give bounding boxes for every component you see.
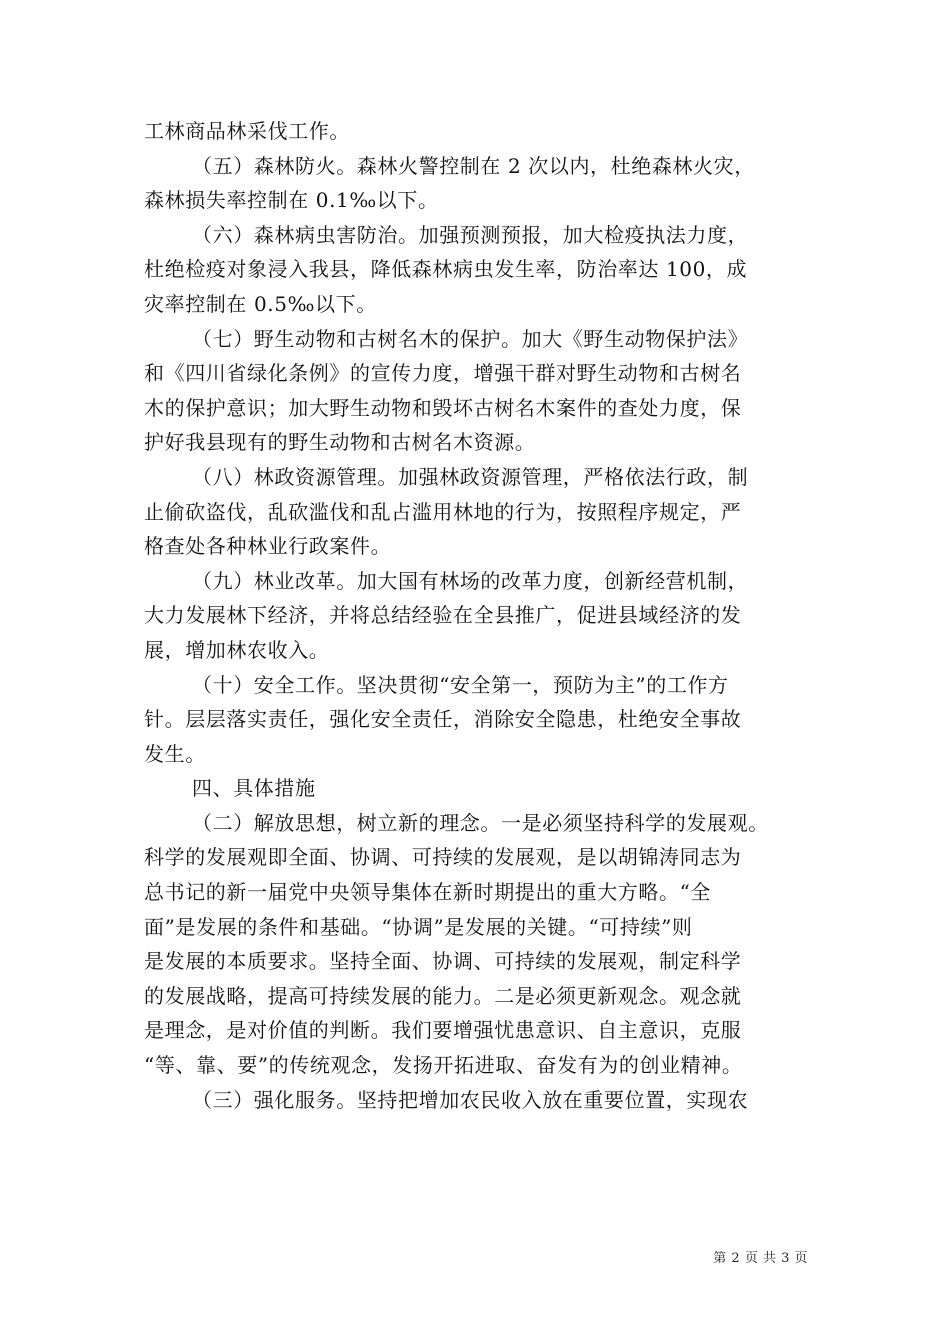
text-line: （九）林业改革。加大国有林场的改革力度，创新经营机制， [192, 568, 749, 593]
text-line: （五）森林防火。森林火警控制在 2 次以内，杜绝森林火灾， [192, 153, 755, 178]
text-line: 面”是发展的条件和基础。“协调”是发展的关键。“可持续”则 [144, 914, 693, 939]
text-line: 木的保护意识；加大野生动物和毁坏古树名木案件的查处力度，保 [144, 395, 742, 420]
page-number: 第 2 页 共 3 页 [713, 1251, 808, 1266]
text-line: （六）森林病虫害防治。加强预测预报，加大检疫执法力度， [192, 222, 749, 247]
text-line: 发生。 [144, 741, 206, 766]
text-line: （七）野生动物和古树名木的保护。加大《野生动物保护法》 [192, 326, 749, 351]
text-line: 的发展战略，提高可持续发展的能力。二是必须更新观念。观念就 [144, 983, 742, 1008]
text-line: 护好我县现有的野生动物和古树名木资源。 [144, 430, 536, 455]
text-line: 和《四川省绿化条例》的宣传力度，增强干群对野生动物和古树名 [144, 361, 742, 386]
text-line: 针。层层落实责任，强化安全责任，消除安全隐患，杜绝安全事故 [144, 707, 742, 732]
text-line: 展，增加林农收入。 [144, 637, 330, 662]
text-line: （八）林政资源管理。加强林政资源管理，严格依法行政，制 [192, 464, 749, 489]
document-body [144, 114, 812, 1117]
text-line: （二）解放思想，树立新的理念。一是必须坚持科学的发展观。 [192, 810, 769, 835]
text-line: 大力发展林下经济，并将总结经验在全县推广，促进县域经济的发 [144, 603, 742, 628]
text-line: 是发展的本质要求。坚持全面、协调、可持续的发展观，制定科学 [144, 949, 742, 974]
text-line: （三）强化服务。坚持把增加农民收入放在重要位置，实现农 [192, 1087, 749, 1112]
text-line: 工林商品林采伐工作。 [144, 119, 350, 143]
text-line: 是理念，是对价值的判断。我们要增强忧患意识、自主意识，克服 [144, 1018, 742, 1043]
text-line: 止偷砍盗伐，乱砍滥伐和乱占滥用林地的行为，按照程序规定，严 [144, 499, 742, 524]
text-line: 格查处各种林业行政案件。 [144, 534, 392, 559]
text-line: 总书记的新一届党中央领导集体在新时期提出的重大方略。“全 [144, 880, 712, 905]
text-line: 灾率控制在 0.5‰以下。 [144, 291, 377, 316]
text-line: 四、具体措施 [192, 776, 316, 801]
text-line: （十）安全工作。坚决贯彻“安全第一，预防为主”的工作方 [192, 672, 729, 697]
text-line: “等、靠、要”的传统观念，发扬开拓进取、奋发有为的创业精神。 [144, 1053, 743, 1078]
text-line: 森林损失率控制在 0.1‰以下。 [144, 188, 439, 213]
text-line: 杜绝检疫对象浸入我县，降低森林病虫发生率，防治率达 100，成 [144, 257, 748, 282]
text-line: 科学的发展观即全面、协调、可持续的发展观，是以胡锦涛同志为 [144, 845, 742, 870]
